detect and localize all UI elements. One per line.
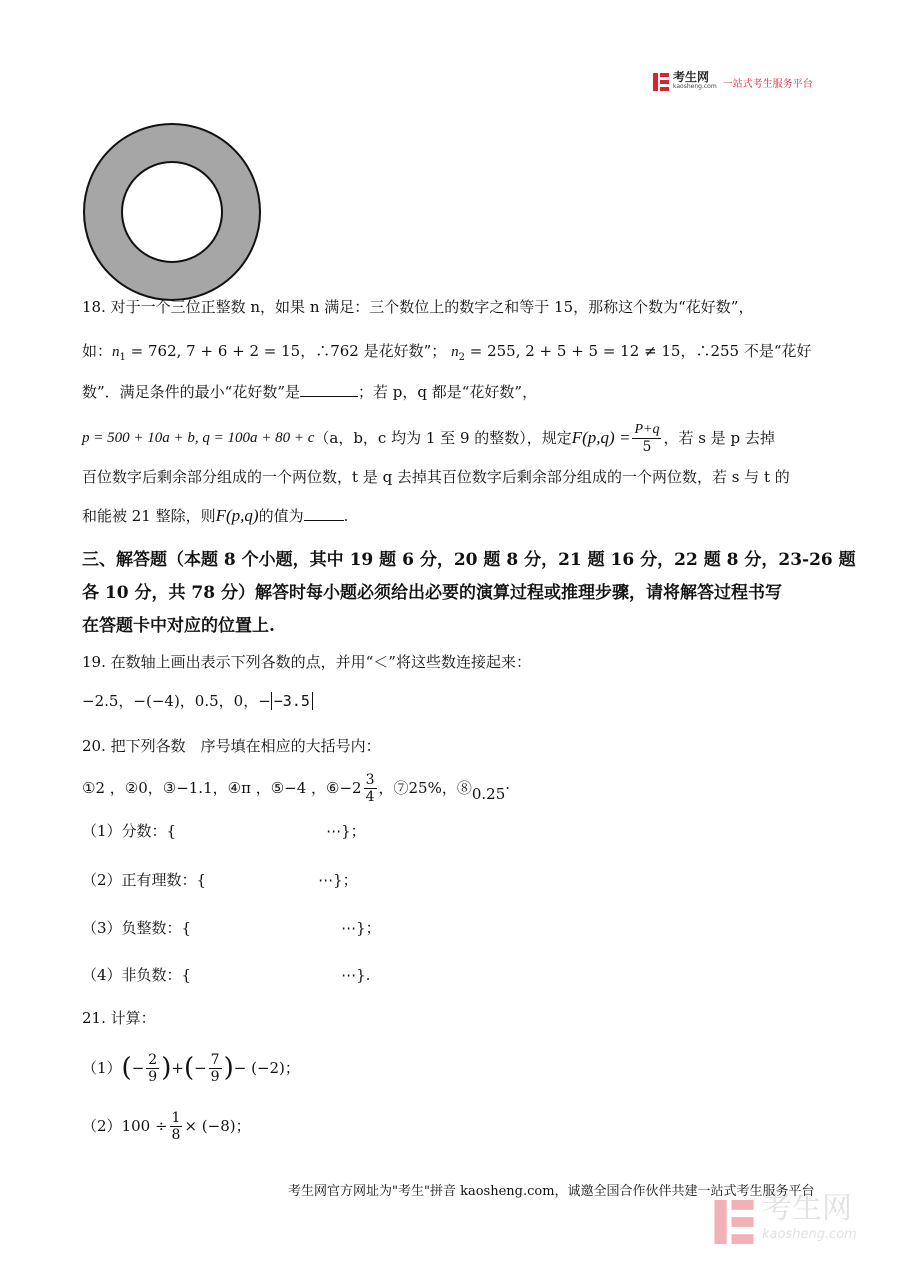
q20-item-3: （3）负整数：{ ⋯}； — [82, 919, 381, 937]
q18-line1: 18. 对于一个三位正整数 n，如果 n 满足：三个数位上的数字之和等于 15，那称这个数为“花好数”， — [82, 298, 754, 316]
ring-figure — [82, 122, 262, 302]
q20-line2: ①2 ，②0，③−1.1，④π ，⑤−4 ，⑥−2 $\frac{3}{4}$ ，⑦25%，⑧ 0.25 · — [82, 771, 511, 805]
q18-line3: 数”．满足条件的最小“花好数”是 ；若 p，q 都是“花好数”， — [82, 383, 538, 401]
q21-part1: （1） ( − $\frac{2}{9}$ ) + ( − $\frac{7}{9}$ ) − (−2)； — [82, 1051, 300, 1085]
section3-line3: 在答题卡中对应的位置上. — [82, 616, 275, 636]
q20-item-1: （1）分数：{ ⋯}； — [82, 822, 366, 840]
footer-text: 考生网官方网址为"考生"拼音 kaosheng.com，诚邀全国合作伙伴共建一站式考生服务平台 — [288, 1184, 815, 1199]
q18-line5: 百位数字后剩余部分组成的一个两位数，t 是 q 去掉其百位数字后剩余部分组成的一个两位数，若 s 与 t 的 — [82, 468, 790, 486]
q20-line1: 20. 把下列各数 序号填在相应的大括号内： — [82, 737, 381, 755]
q19-line1: 19. 在数轴上画出表示下列各数的点，并用“＜”将这些数连接起来： — [82, 653, 531, 671]
header-logo — [652, 72, 813, 92]
q21-line1: 21. 计算： — [82, 1009, 156, 1027]
watermark-logo-icon — [712, 1197, 756, 1247]
q19-line2: −2.5，−(−4)，0.5，0，− −3.5 — [82, 690, 313, 712]
section3-line2: 各 10 分，共 78 分）解答时每小题必须给出必要的演算过程或推理步骤，请将解答过程书写 — [82, 583, 782, 603]
q20-item-4: （4）非负数：{ ⋯}. — [82, 966, 371, 984]
section3-line1: 三、解答题（本题 8 个小题，其中 19 题 6 分，20 题 8 分，21 题 16 分，22 题 8 分，23-26 题 — [82, 550, 856, 570]
q18-line4: p = 500 + 10a + b, q = 100a + 80 + c （a，b，c 均为 1 至 9 的整数），规定 F(p,q) = $\frac{P+q}{5}$ ，若 s 是 p 去掉 — [82, 421, 775, 455]
watermark-domain: kaosheng.com — [762, 1227, 857, 1242]
logo-domain: kaosheng.com — [673, 83, 717, 90]
watermark — [712, 1191, 857, 1248]
kaosheng-logo-icon — [652, 72, 670, 92]
q18-line2: 如：$n_1 = 762$, 7 + 6 + 2 = 15，∴762 是花好数”； $n_2 = 255$, 2 + 5 + 5 = 12 ≠ 15，∴255 不是“花好 — [82, 342, 812, 363]
watermark-name: 考生网 — [762, 1191, 852, 1226]
q21-part2: （2） 100 ÷ $\frac{1}{8}$ × (−8)； — [82, 1109, 251, 1143]
q18-line6: 和能被 21 整除，则F(p,q)的值为 . — [82, 506, 349, 525]
logo-slogan: 一站式考生服务平台 — [722, 78, 813, 90]
logo-name: 考生网 — [673, 70, 710, 84]
q20-item-2: （2）正有理数：{ ⋯}； — [82, 871, 358, 889]
